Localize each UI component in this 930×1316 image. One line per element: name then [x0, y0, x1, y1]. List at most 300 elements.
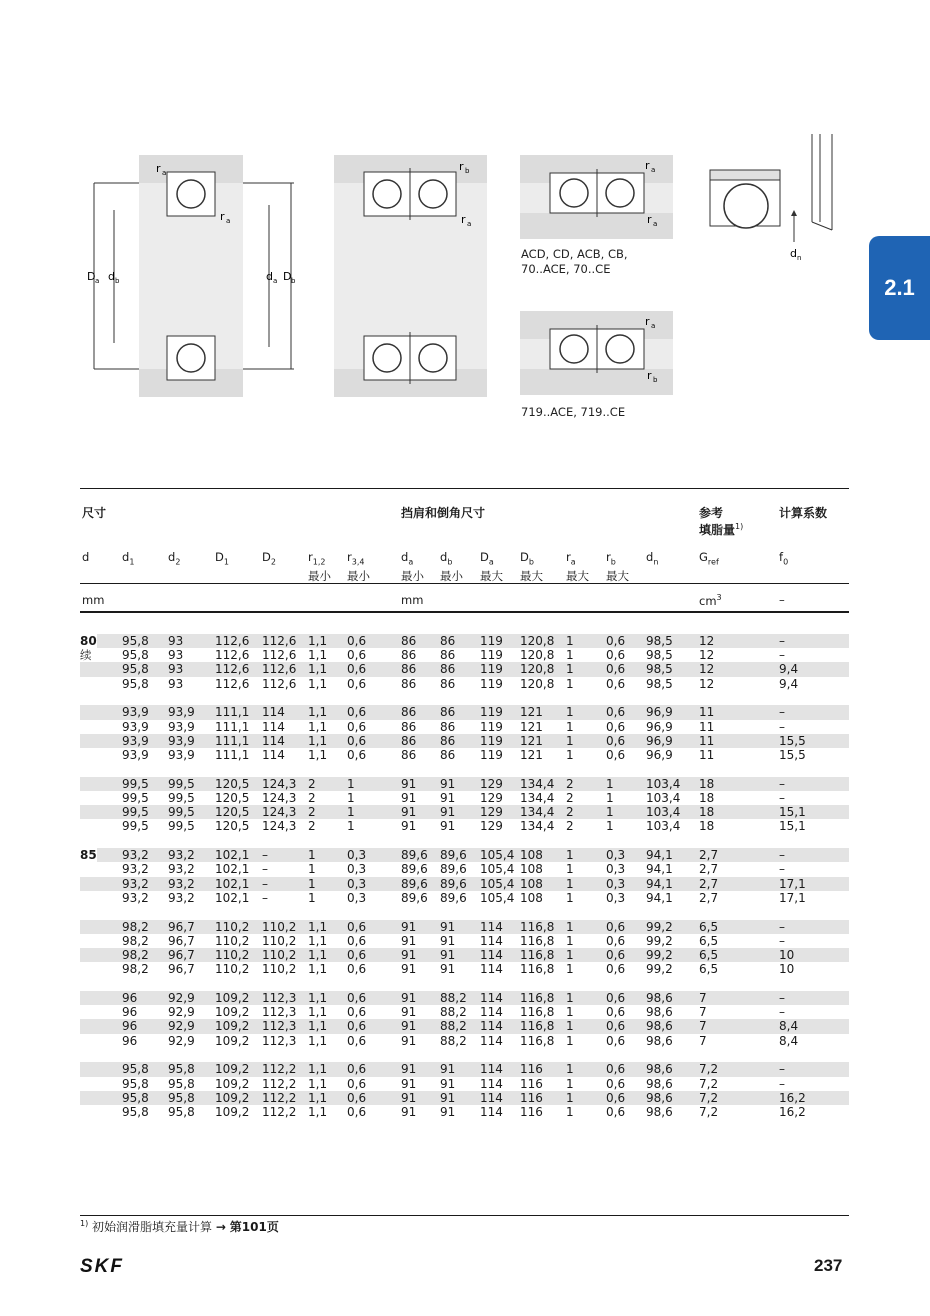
cell-r12: 1,1 [308, 719, 328, 734]
cell-db: 86 [440, 705, 456, 720]
cell-d2: 93 [168, 676, 184, 691]
cell-Gref: 7 [699, 1005, 707, 1020]
cell-Da: 105,4 [480, 876, 515, 891]
cell-ra: 1 [566, 733, 574, 748]
table-row [80, 920, 849, 934]
cell-da: 86 [401, 719, 417, 734]
cell-db: 89,6 [440, 890, 467, 905]
cell-D1: 111,1 [215, 719, 250, 734]
cell-dn: 103,4 [646, 776, 681, 791]
cell-r12: 1 [308, 848, 316, 863]
cell-D2: 114 [262, 733, 285, 748]
cell-Gref: 7,2 [699, 1090, 719, 1105]
cell-rb: 0,6 [606, 1033, 626, 1048]
section-tab[interactable]: 2.1 [869, 236, 930, 340]
cell-Db: 120,8 [520, 676, 555, 691]
svg-text:b: b [465, 167, 470, 175]
cell-d1: 93,9 [122, 719, 149, 734]
table-row [80, 720, 849, 734]
cell-d1: 96 [122, 991, 138, 1005]
table-row [80, 1005, 849, 1019]
cell-dn: 103,4 [646, 819, 681, 834]
bore-size-label: 85 [80, 848, 97, 863]
cell-D1: 110,2 [215, 962, 250, 977]
cell-Da: 119 [480, 648, 503, 663]
cell-Gref: 7,2 [699, 1076, 719, 1091]
cell-d2: 95,8 [168, 1105, 195, 1119]
cell-dn: 99,2 [646, 919, 673, 934]
cell-D2: 110,2 [262, 948, 297, 962]
cell-ra: 1 [566, 676, 574, 691]
cell-d2: 93,9 [168, 748, 195, 762]
cell-r12: 1,1 [308, 748, 328, 762]
cell-Gref: 7,2 [699, 1105, 719, 1119]
cell-r34: 0,6 [347, 933, 367, 948]
cell-Da: 129 [480, 791, 503, 805]
cell-rb: 0,6 [606, 648, 626, 663]
cell-r34: 0,6 [347, 748, 367, 762]
cell-Gref: 12 [699, 676, 715, 691]
cell-D2: 110,2 [262, 962, 297, 977]
cell-D1: 102,1 [215, 890, 250, 905]
cell-dn: 96,9 [646, 705, 673, 720]
cell-ra: 1 [566, 919, 574, 934]
cell-d2: 93 [168, 662, 184, 677]
cell-f0: – [779, 776, 785, 791]
cell-D1: 109,2 [215, 1090, 250, 1105]
cell-db: 86 [440, 719, 456, 734]
col-header-d1: $d_1$ [122, 550, 135, 567]
cell-r34: 0,6 [347, 991, 367, 1005]
footnote-page-link[interactable]: 第101页 [229, 1220, 279, 1234]
table-row [80, 991, 849, 1005]
cell-f0: – [779, 719, 785, 734]
cell-f0: – [779, 848, 785, 863]
cell-db: 91 [440, 1076, 456, 1091]
cell-D2: 124,3 [262, 791, 297, 805]
cell-Db: 108 [520, 890, 543, 905]
cell-D1: 110,2 [215, 919, 250, 934]
cell-D2: 110,2 [262, 933, 297, 948]
cell-d2: 95,8 [168, 1076, 195, 1091]
cell-D1: 112,6 [215, 662, 250, 677]
svg-text:d: d [108, 270, 115, 283]
footnote-text: 初始润滑脂填充量计算 [92, 1220, 213, 1234]
footnote-arrow: → [215, 1220, 226, 1234]
svg-text:b: b [115, 277, 120, 285]
cell-db: 88,2 [440, 1005, 467, 1020]
cell-Db: 116 [520, 1105, 543, 1119]
cell-D1: 102,1 [215, 848, 250, 863]
table-row [80, 891, 849, 905]
cell-Db: 134,4 [520, 791, 555, 805]
cell-D1: 120,5 [215, 805, 250, 820]
cell-r34: 0,3 [347, 862, 367, 877]
cell-f0: 16,2 [779, 1090, 806, 1105]
cell-D1: 109,2 [215, 1062, 250, 1077]
cell-da: 91 [401, 1019, 417, 1034]
cell-r34: 0,3 [347, 890, 367, 905]
cell-rb: 0,6 [606, 1019, 626, 1034]
group-reference: 参考 填脂量$^{1)}$ [699, 506, 744, 537]
unit-dims: mm [82, 593, 105, 607]
cell-r12: 1 [308, 862, 316, 877]
cell-r12: 1,1 [308, 634, 328, 648]
cell-D1: 110,2 [215, 933, 250, 948]
bore-size-label: 80 [80, 634, 97, 648]
cell-Db: 121 [520, 705, 543, 720]
svg-text:d: d [266, 270, 273, 283]
cell-f0: 10 [779, 948, 795, 962]
col-header-Da: $D_a$ 最大 [480, 550, 503, 584]
cell-d2: 93,2 [168, 848, 195, 863]
cell-rb: 0,6 [606, 719, 626, 734]
cell-r12: 2 [308, 805, 316, 820]
cell-Gref: 2,7 [699, 848, 719, 863]
cell-d2: 96,7 [168, 962, 195, 977]
cell-d2: 93,2 [168, 890, 195, 905]
cell-rb: 0,6 [606, 676, 626, 691]
table-row [80, 1062, 849, 1076]
cell-d2: 96,7 [168, 948, 195, 962]
cell-ra: 2 [566, 791, 574, 805]
cell-r34: 0,6 [347, 948, 367, 962]
cell-db: 89,6 [440, 848, 467, 863]
cell-D1: 120,5 [215, 791, 250, 805]
cell-D1: 110,2 [215, 948, 250, 962]
col-header-ra: $r_a$ 最大 [566, 550, 589, 584]
cell-dn: 98,6 [646, 1105, 673, 1119]
cell-Gref: 12 [699, 662, 715, 677]
cell-d1: 96 [122, 1005, 138, 1020]
cell-d2: 92,9 [168, 1005, 195, 1020]
cell-db: 91 [440, 933, 456, 948]
cell-D2: 112,6 [262, 634, 297, 648]
cell-Gref: 2,7 [699, 876, 719, 891]
cell-d1: 96 [122, 1033, 138, 1048]
cell-dn: 94,1 [646, 862, 673, 877]
cell-d1: 99,5 [122, 805, 149, 820]
cell-Da: 114 [480, 1105, 503, 1119]
cell-D2: 114 [262, 719, 285, 734]
cell-dn: 96,9 [646, 733, 673, 748]
table-row [80, 962, 849, 976]
cell-d1: 95,8 [122, 1105, 149, 1119]
col-header-f0: $f_0$ [779, 550, 789, 567]
cell-d1: 95,8 [122, 1090, 149, 1105]
cell-ra: 1 [566, 719, 574, 734]
cell-r12: 1,1 [308, 1062, 328, 1077]
cell-Da: 114 [480, 1019, 503, 1034]
col-header-D1: $D_1$ [215, 550, 229, 567]
unit-abutment: mm [401, 593, 424, 607]
col-header-r12: $r_{1,2}$ 最小 [308, 550, 331, 584]
cell-f0: – [779, 705, 785, 720]
cell-ra: 1 [566, 848, 574, 863]
cell-D1: 112,6 [215, 648, 250, 663]
cell-Db: 116,8 [520, 1019, 555, 1034]
group-calc: 计算系数 [779, 506, 828, 520]
cell-Da: 114 [480, 1033, 503, 1048]
cell-ra: 1 [566, 890, 574, 905]
cell-Da: 119 [480, 705, 503, 720]
cell-D2: 112,2 [262, 1062, 297, 1077]
cell-dn: 98,6 [646, 1062, 673, 1077]
cell-db: 91 [440, 919, 456, 934]
cell-d2: 93,9 [168, 705, 195, 720]
cell-Da: 114 [480, 962, 503, 977]
cell-D1: 120,5 [215, 776, 250, 791]
cell-Db: 121 [520, 733, 543, 748]
cell-ra: 1 [566, 662, 574, 677]
cell-da: 86 [401, 648, 417, 663]
table-row [80, 748, 849, 762]
cell-Da: 129 [480, 776, 503, 791]
cell-r34: 1 [347, 791, 355, 805]
cell-f0: 15,5 [779, 733, 806, 748]
cell-Db: 116,8 [520, 919, 555, 934]
cell-da: 91 [401, 819, 417, 834]
col-header-dn: $d_n$ [646, 550, 659, 567]
svg-text:d: d [790, 247, 797, 260]
table-row [80, 662, 849, 676]
cell-Gref: 2,7 [699, 890, 719, 905]
svg-text:r: r [220, 210, 225, 223]
cell-Da: 114 [480, 1090, 503, 1105]
cell-rb: 0,6 [606, 933, 626, 948]
svg-text:b: b [291, 277, 296, 285]
cell-D1: 120,5 [215, 819, 250, 834]
cell-r12: 2 [308, 819, 316, 834]
cell-Gref: 7,2 [699, 1062, 719, 1077]
caption-719: 719..ACE, 719..CE [521, 405, 626, 419]
cell-r12: 1,1 [308, 1005, 328, 1020]
cell-rb: 1 [606, 805, 614, 820]
cell-D1: 109,2 [215, 1105, 250, 1119]
table-row [80, 1091, 849, 1105]
cell-f0: – [779, 933, 785, 948]
cell-d1: 95,8 [122, 1062, 149, 1077]
cell-Da: 114 [480, 1076, 503, 1091]
cell-da: 89,6 [401, 876, 428, 891]
cell-r12: 1 [308, 890, 316, 905]
cell-d1: 93,9 [122, 705, 149, 720]
cell-d1: 95,8 [122, 662, 149, 677]
cell-da: 91 [401, 791, 417, 805]
cell-ra: 2 [566, 805, 574, 820]
cell-d1: 93,9 [122, 733, 149, 748]
cell-Gref: 18 [699, 791, 715, 805]
cell-d2: 99,5 [168, 791, 195, 805]
cell-D1: 111,1 [215, 748, 250, 762]
cell-db: 91 [440, 791, 456, 805]
cell-f0: – [779, 919, 785, 934]
cell-Db: 121 [520, 748, 543, 762]
cell-ra: 1 [566, 1105, 574, 1119]
cell-d1: 95,8 [122, 648, 149, 663]
cell-r34: 0,6 [347, 676, 367, 691]
cell-rb: 0,6 [606, 1062, 626, 1077]
cell-f0: 9,4 [779, 662, 799, 677]
cell-db: 91 [440, 1105, 456, 1119]
cell-Db: 116,8 [520, 948, 555, 962]
bearing-drawing-seal-dn [706, 130, 842, 270]
cell-Gref: 6,5 [699, 962, 719, 977]
cell-Da: 119 [480, 748, 503, 762]
cell-r12: 1,1 [308, 1076, 328, 1091]
cell-rb: 0,6 [606, 1005, 626, 1020]
cell-dn: 99,2 [646, 948, 673, 962]
cell-rb: 0,6 [606, 962, 626, 977]
cell-r12: 1,1 [308, 1033, 328, 1048]
cell-D1: 109,2 [215, 1019, 250, 1034]
cell-da: 91 [401, 962, 417, 977]
cell-D1: 111,1 [215, 733, 250, 748]
cell-D2: 112,6 [262, 662, 297, 677]
cell-d1: 93,2 [122, 848, 149, 863]
cell-Da: 105,4 [480, 848, 515, 863]
cell-dn: 94,1 [646, 890, 673, 905]
cell-db: 91 [440, 1090, 456, 1105]
cell-db: 89,6 [440, 876, 467, 891]
caption-ace-ce: ACD, CD, ACB, CB, 70..ACE, 70..CE [521, 247, 628, 276]
svg-text:r: r [645, 315, 650, 328]
cell-f0: – [779, 648, 785, 663]
cell-r34: 0,6 [347, 1076, 367, 1091]
cell-r12: 1,1 [308, 676, 328, 691]
cell-r12: 1,1 [308, 991, 328, 1005]
group-dimensions: 尺寸 [82, 506, 107, 520]
cell-d2: 99,5 [168, 805, 195, 820]
cell-r12: 1,1 [308, 919, 328, 934]
col-header-rb: $r_b$ 最大 [606, 550, 629, 584]
svg-text:r: r [461, 213, 466, 226]
cell-db: 86 [440, 634, 456, 648]
cell-r12: 1 [308, 876, 316, 891]
unit-calc: – [779, 593, 785, 607]
cell-f0: 10 [779, 962, 795, 977]
cell-dn: 96,9 [646, 748, 673, 762]
cell-Da: 114 [480, 919, 503, 934]
cell-Da: 119 [480, 719, 503, 734]
col-header-Db: $D_b$ 最大 [520, 550, 543, 584]
cell-d1: 93,2 [122, 862, 149, 877]
cell-d1: 95,8 [122, 676, 149, 691]
cell-d1: 98,2 [122, 919, 149, 934]
cell-D2: – [262, 848, 268, 863]
cell-D2: 114 [262, 748, 285, 762]
cell-Gref: 18 [699, 776, 715, 791]
table-row [80, 777, 849, 791]
table-row [80, 648, 849, 662]
cell-da: 91 [401, 1005, 417, 1020]
cell-dn: 98,6 [646, 1090, 673, 1105]
cell-Gref: 11 [699, 719, 715, 734]
cell-d2: 93,9 [168, 719, 195, 734]
cell-D1: 109,2 [215, 1076, 250, 1091]
cell-D2: 124,3 [262, 805, 297, 820]
bearing-drawing-pair-ra-rb [520, 311, 675, 397]
svg-text:a: a [273, 277, 278, 285]
cell-Da: 129 [480, 805, 503, 820]
header-bottom-rule [80, 611, 849, 613]
cell-D2: 112,3 [262, 1005, 297, 1020]
table-row [80, 848, 849, 862]
cell-D2: 112,3 [262, 991, 297, 1005]
cell-D1: 102,1 [215, 876, 250, 891]
cell-da: 91 [401, 919, 417, 934]
footnote-rule [80, 1215, 849, 1216]
cell-d2: 92,9 [168, 1019, 195, 1034]
cell-ra: 1 [566, 948, 574, 962]
cell-f0: 8,4 [779, 1019, 799, 1034]
cell-da: 89,6 [401, 848, 428, 863]
cell-rb: 0,6 [606, 919, 626, 934]
table-row [80, 877, 849, 891]
cell-f0: 15,1 [779, 805, 806, 820]
cell-rb: 0,6 [606, 705, 626, 720]
cell-d2: 93,2 [168, 876, 195, 891]
cell-Da: 114 [480, 1005, 503, 1020]
cell-dn: 98,6 [646, 1005, 673, 1020]
table-row [80, 819, 849, 833]
cell-r34: 0,3 [347, 876, 367, 891]
svg-text:b: b [653, 376, 658, 384]
cell-Gref: 7 [699, 991, 707, 1005]
cell-Db: 108 [520, 862, 543, 877]
cell-Da: 114 [480, 933, 503, 948]
cell-db: 88,2 [440, 991, 467, 1005]
cell-da: 91 [401, 1105, 417, 1119]
cell-Gref: 6,5 [699, 919, 719, 934]
cell-dn: 99,2 [646, 962, 673, 977]
table-row [80, 1034, 849, 1048]
table-row [80, 1019, 849, 1033]
cell-dn: 96,9 [646, 719, 673, 734]
cell-d1: 95,8 [122, 1076, 149, 1091]
cell-ra: 1 [566, 1033, 574, 1048]
cell-dn: 98,6 [646, 1033, 673, 1048]
table-row [80, 805, 849, 819]
cell-r34: 0,6 [347, 1062, 367, 1077]
svg-text:a: a [467, 220, 472, 228]
cell-f0: – [779, 634, 785, 648]
cell-r34: 0,6 [347, 919, 367, 934]
cell-r34: 1 [347, 776, 355, 791]
cell-d2: 92,9 [168, 1033, 195, 1048]
cell-ra: 1 [566, 1090, 574, 1105]
cell-r34: 0,6 [347, 1005, 367, 1020]
cell-da: 86 [401, 676, 417, 691]
cell-Da: 129 [480, 819, 503, 834]
cell-d1: 93,2 [122, 890, 149, 905]
cell-da: 91 [401, 776, 417, 791]
cell-d1: 99,5 [122, 819, 149, 834]
cell-rb: 0,6 [606, 748, 626, 762]
cell-ra: 1 [566, 876, 574, 891]
cell-Gref: 11 [699, 705, 715, 720]
cell-r12: 1,1 [308, 933, 328, 948]
cell-Db: 134,4 [520, 819, 555, 834]
cell-rb: 1 [606, 819, 614, 834]
cell-d2: 99,5 [168, 776, 195, 791]
bearing-drawing-pair [334, 150, 494, 400]
cell-Gref: 12 [699, 634, 715, 648]
cell-da: 86 [401, 634, 417, 648]
cell-ra: 1 [566, 991, 574, 1005]
cell-Db: 116,8 [520, 962, 555, 977]
ra-label: r [156, 162, 161, 175]
